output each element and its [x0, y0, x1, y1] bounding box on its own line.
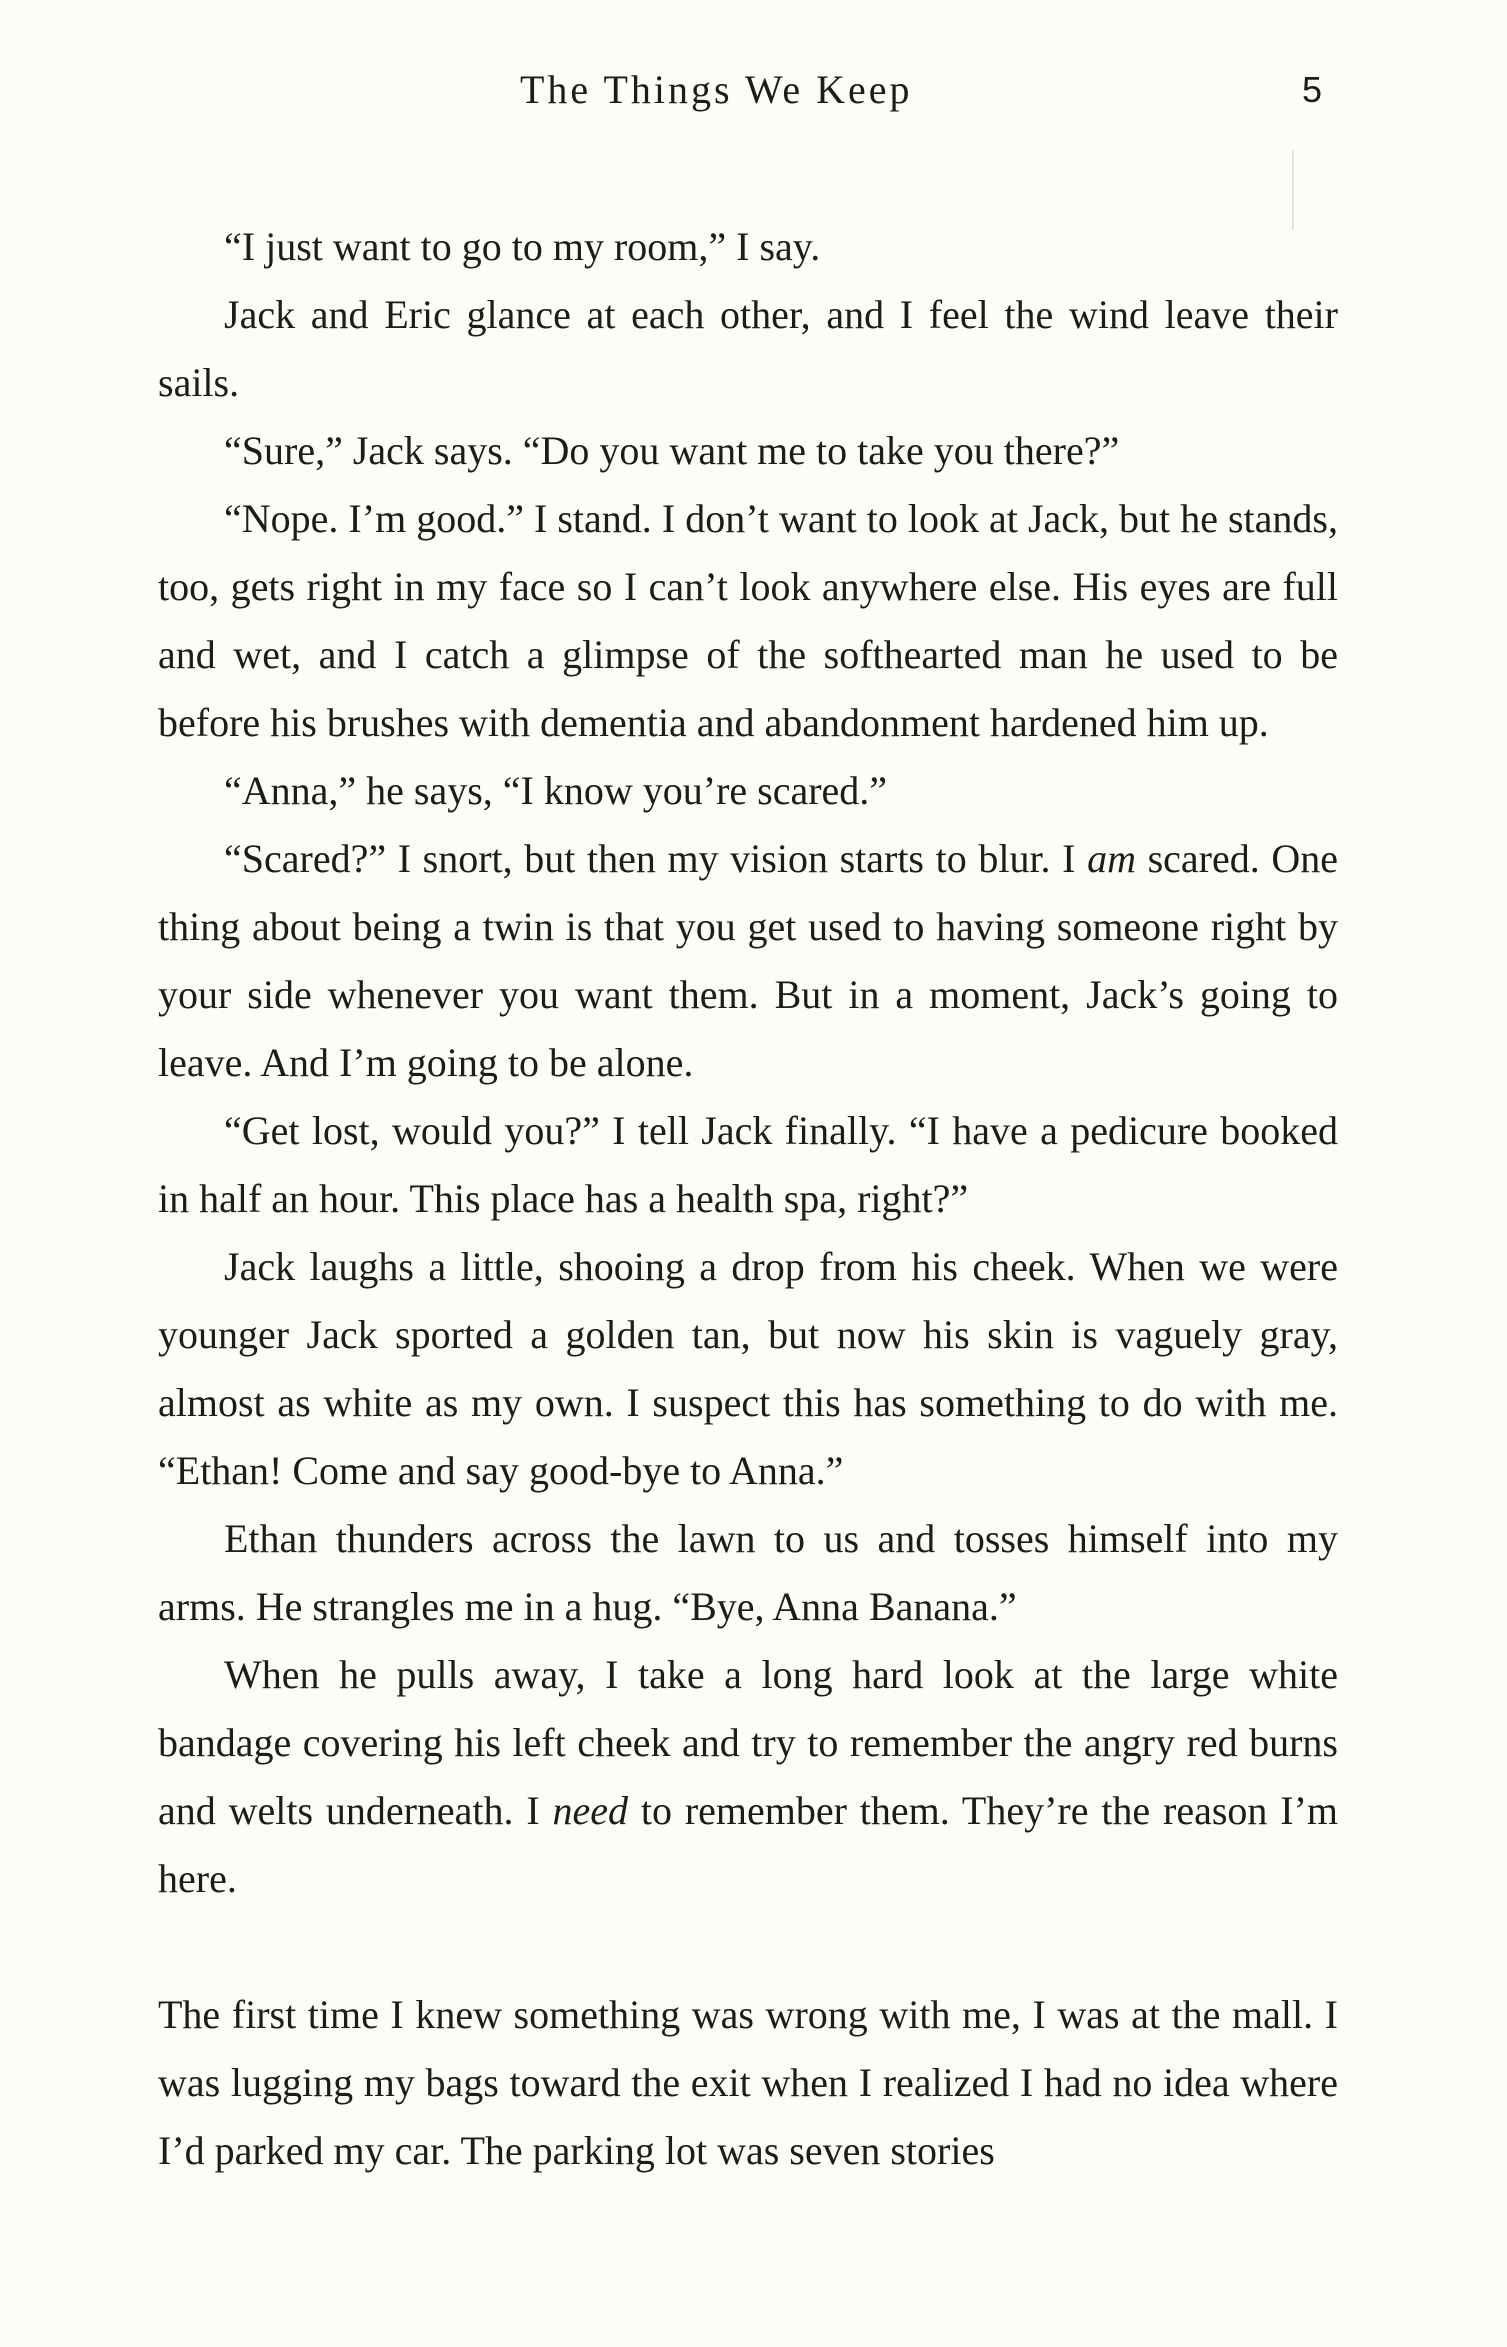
- paragraph: “Nope. I’m good.” I stand. I don’t want to look at Jack, but he stands, too, gets right in my face so I can’t look anywhere else. His eyes are full and wet, and I catch a glimpse of the softhearted man he used to be before his brushes with dementia and abandonment hardened him up.: [158, 496, 1338, 745]
- running-title: The Things We Keep: [520, 67, 913, 112]
- emphasis: need: [552, 1788, 629, 1833]
- paragraph: “Anna,” he says, “I know you’re scared.”: [224, 768, 888, 813]
- emphasis: am: [1087, 836, 1136, 881]
- paragraph: Ethan thunders across the lawn to us and tosses himself into my arms. He strangles me in a hug. “Bye, Anna Banana.”: [158, 1516, 1338, 1629]
- paragraph: “Get lost, would you?” I tell Jack finally. “I have a pedicure booked in half an hour. This place has a health spa, right?”: [158, 1108, 1338, 1221]
- paragraph-section-start: The first time I knew something was wrong with me, I was at the mall. I was lugging my bags toward the exit when I realized I had no idea where I’d parked my car. The parking lot was seven stories: [158, 1992, 1338, 2173]
- paragraph: “Scared?” I snort, but then my vision starts to blur. I am scared. One thing about being a twin is that you get used to having someone right by your side whenever you want them. But in a moment, Jack’s going to leave. And I’m going to be alone.: [158, 836, 1338, 1085]
- body-text: [158, 213, 1338, 2185]
- paragraph: When he pulls away, I take a long hard look at the large white bandage covering his left cheek and try to remember the angry red burns and welts underneath. I need to remember them. They’re the reason I’m here.: [158, 1652, 1338, 1901]
- paragraph: Jack laughs a little, shooing a drop from his cheek. When we were younger Jack sported a golden tan, but now his skin is vaguely gray, almost as white as my own. I suspect this has something to do with me. “Ethan! Come and say good-bye to Anna.”: [158, 1244, 1338, 1493]
- paragraph: “Sure,” Jack says. “Do you want me to take you there?”: [224, 428, 1120, 473]
- page-number: 5: [1302, 69, 1323, 110]
- running-head: [0, 60, 1507, 120]
- paragraph: “I just want to go to my room,” I say.: [224, 224, 821, 269]
- paragraph: Jack and Eric glance at each other, and I feel the wind leave their sails.: [158, 292, 1338, 405]
